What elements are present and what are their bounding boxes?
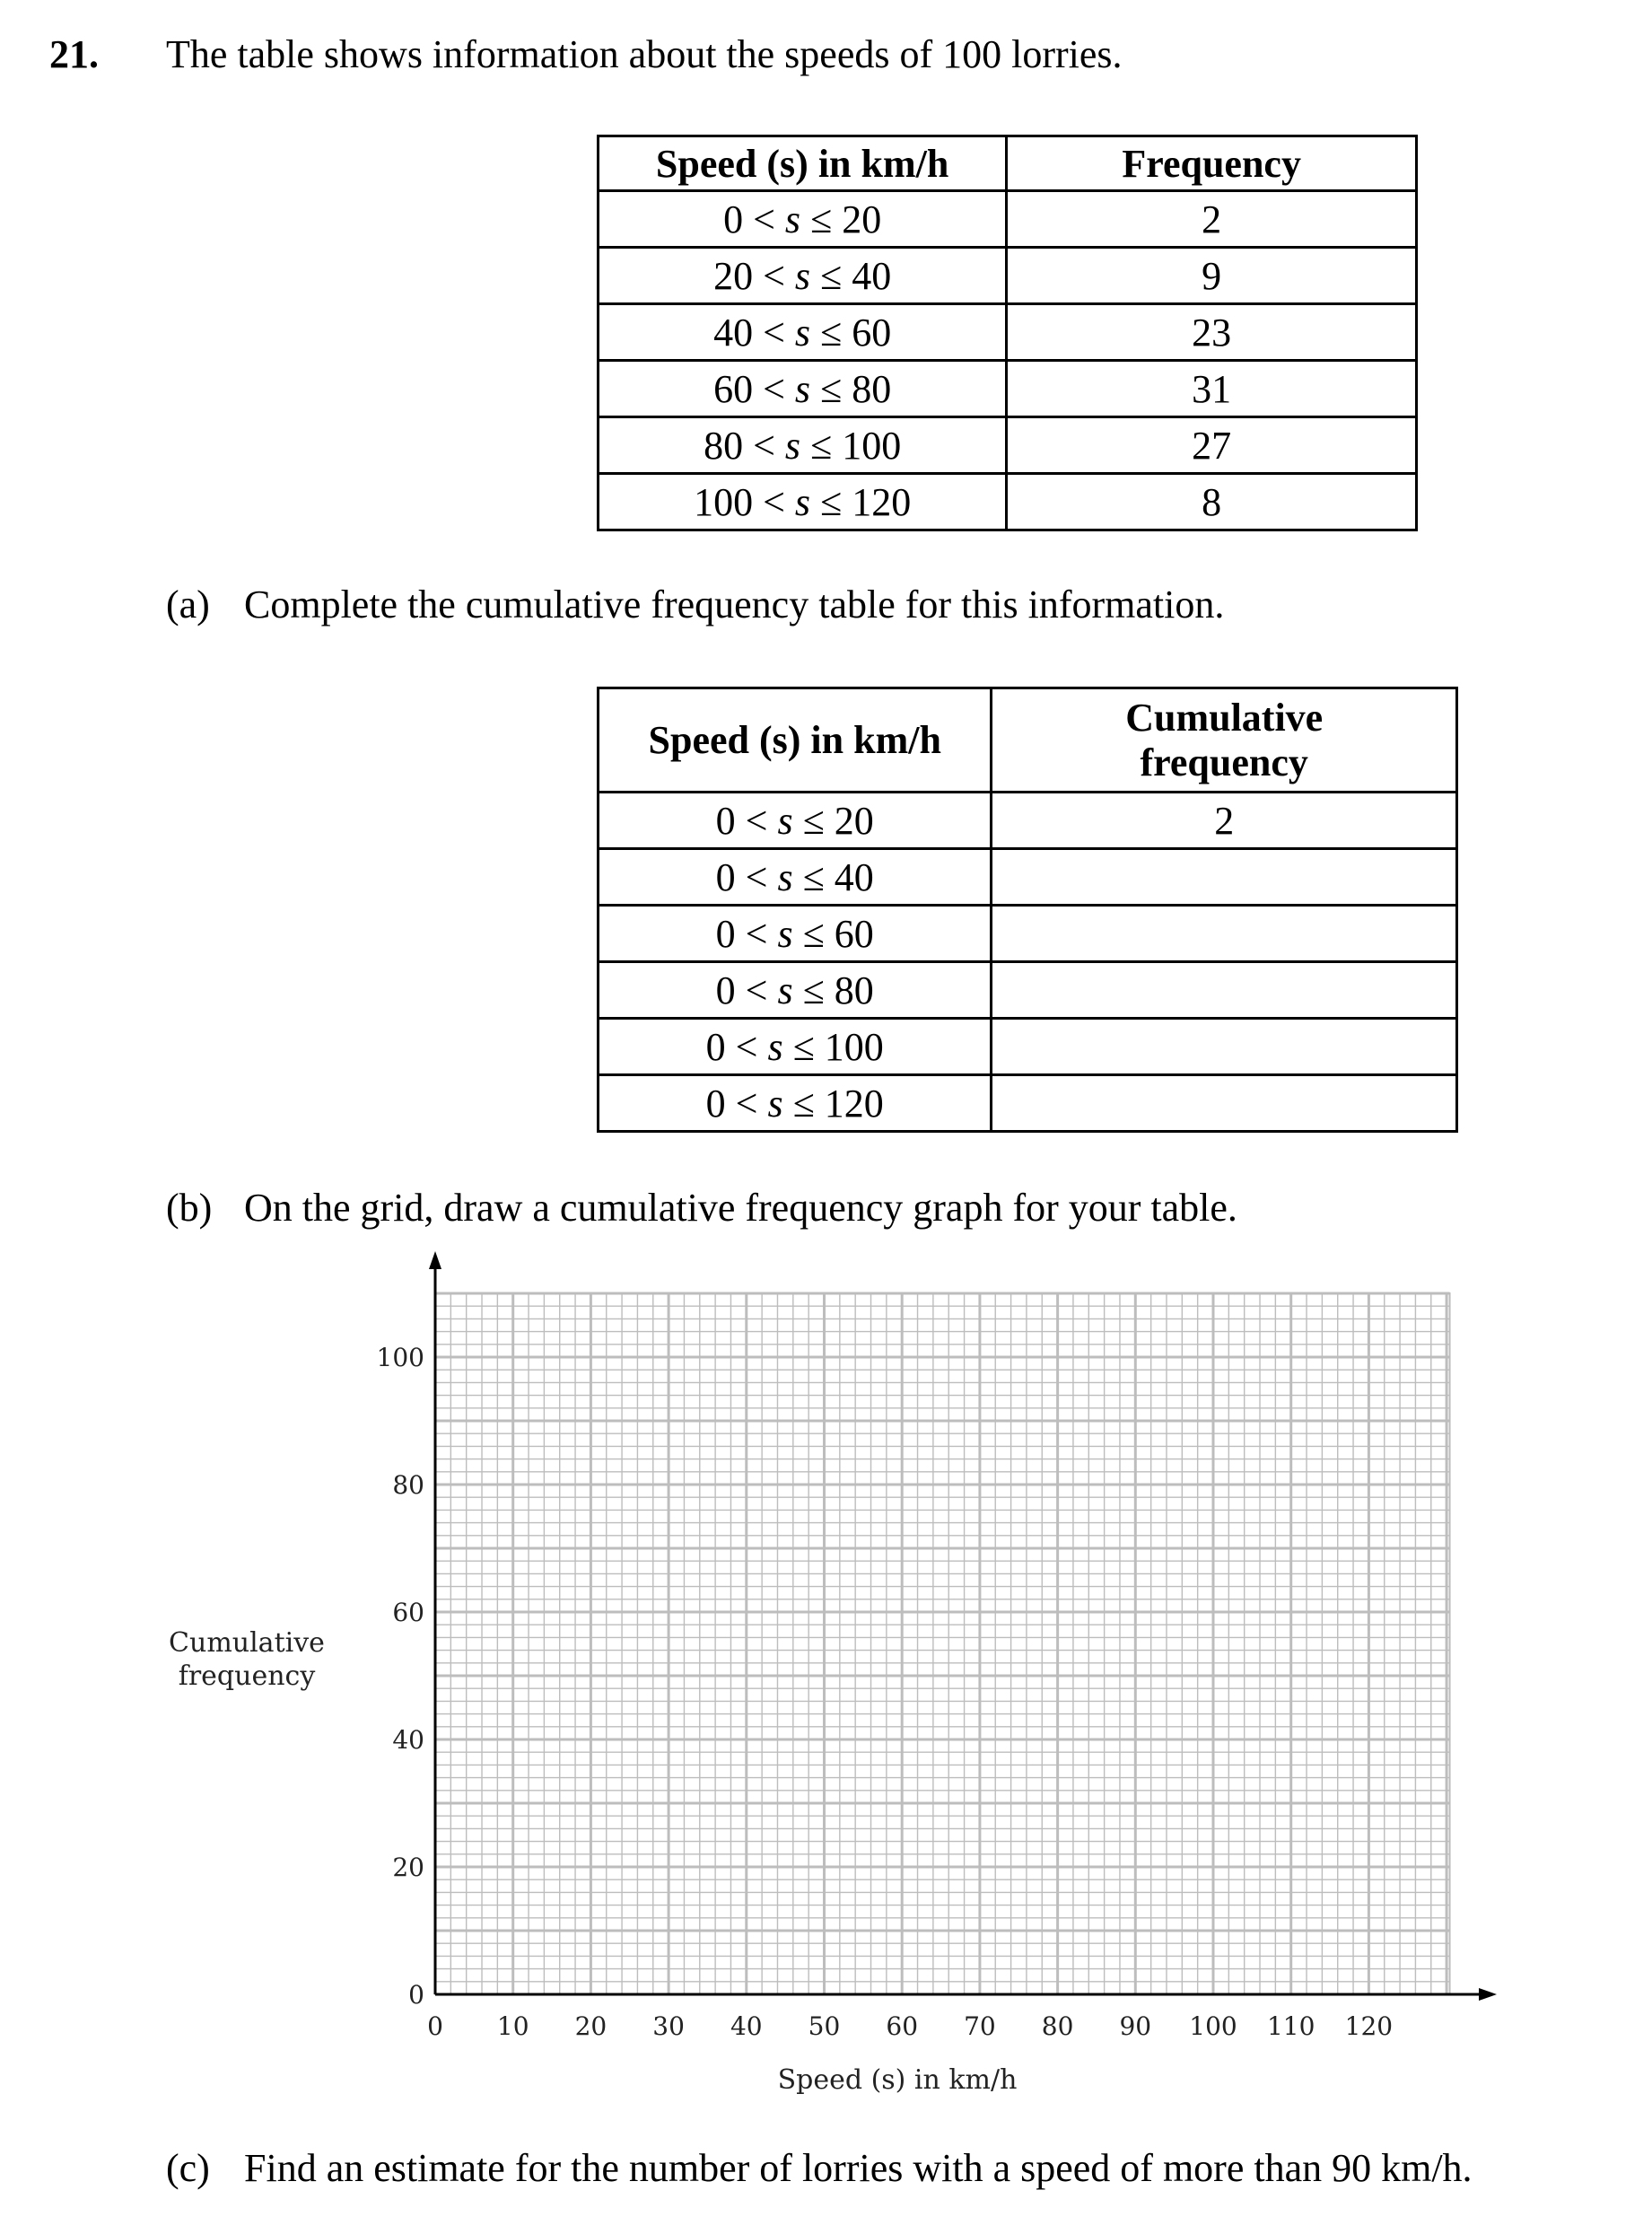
part-b-label: (b) xyxy=(166,1186,213,1230)
speed-interval-cell: 100 < s ≤ 120 xyxy=(599,474,1007,530)
speed-interval-cell: 0 < s ≤ 100 xyxy=(599,1019,992,1075)
part-c-label: (c) xyxy=(166,2146,210,2190)
grid-background xyxy=(435,1293,1450,1994)
cumulative-frequency-cell[interactable] xyxy=(992,1019,1457,1075)
question-intro: The table shows information about the speeds of 100 lorries. xyxy=(166,32,1123,76)
cumulative-frequency-table xyxy=(597,687,1458,1133)
interval-lower: 60 xyxy=(713,366,754,411)
frequency-cell: 8 xyxy=(1007,474,1417,530)
frequency-cell: 2 xyxy=(1007,191,1417,248)
interval-lower: 100 xyxy=(694,479,754,524)
y-tick-label: 100 xyxy=(376,1343,424,1372)
y-tick-labels xyxy=(377,1343,424,2010)
frequency-cell: 23 xyxy=(1007,304,1417,361)
speed-interval-cell: 0 < s ≤ 20 xyxy=(599,793,992,849)
table-row xyxy=(599,361,1417,417)
table-row xyxy=(599,191,1417,248)
part-c-text: Find an estimate for the number of lorries with a speed of more than 90 km/h. xyxy=(244,2146,1473,2190)
interval-upper: 100 xyxy=(824,1024,884,1069)
x-tick-label: 110 xyxy=(1266,2011,1315,2041)
cumulative-frequency-cell: 2 xyxy=(992,793,1457,849)
speed-interval-cell: 0 < s ≤ 120 xyxy=(599,1075,992,1132)
table-header-row xyxy=(599,136,1417,191)
cumulative-frequency-cell[interactable] xyxy=(992,849,1457,906)
cumulative-frequency-header xyxy=(992,688,1457,793)
x-tick-labels xyxy=(427,2011,1393,2041)
interval-upper: 20 xyxy=(842,197,882,241)
interval-upper: 80 xyxy=(852,366,892,411)
speed-interval-cell: 40 < s ≤ 60 xyxy=(599,304,1007,361)
question-number: 21. xyxy=(49,32,99,76)
x-tick-label: 20 xyxy=(574,2011,607,2041)
x-axis-label: Speed (s) in km/h xyxy=(777,2064,1018,2096)
table-row xyxy=(599,962,1457,1019)
speed-interval-cell: 0 < s ≤ 20 xyxy=(599,191,1007,248)
interval-lower: 0 xyxy=(723,197,744,241)
part-a-text: Complete the cumulative frequency table for this information. xyxy=(244,583,1225,626)
frequency-cell: 31 xyxy=(1007,361,1417,417)
part-a-label: (a) xyxy=(166,583,210,626)
table-header-row xyxy=(599,688,1457,793)
interval-upper: 40 xyxy=(834,854,874,899)
y-axis-arrow xyxy=(429,1251,441,1269)
interval-upper: 80 xyxy=(834,968,874,1012)
x-tick-label: 10 xyxy=(496,2011,529,2041)
x-tick-label: 40 xyxy=(730,2011,763,2041)
y-tick-label: 20 xyxy=(392,1853,424,1882)
y-tick-label: 0 xyxy=(408,1980,424,2010)
speed-interval-cell: 0 < s ≤ 80 xyxy=(599,962,992,1019)
x-tick-label: 90 xyxy=(1119,2011,1152,2041)
y-tick-label: 80 xyxy=(392,1470,424,1500)
speed-interval-cell: 0 < s ≤ 60 xyxy=(599,906,992,962)
x-tick-label: 50 xyxy=(808,2011,841,2041)
speed-interval-cell: 0 < s ≤ 40 xyxy=(599,849,992,906)
interval-lower: 0 xyxy=(705,1081,726,1126)
interval-lower: 0 xyxy=(715,911,736,956)
interval-upper: 60 xyxy=(852,310,892,355)
interval-upper: 120 xyxy=(824,1081,884,1126)
interval-lower: 0 xyxy=(715,854,736,899)
interval-upper: 120 xyxy=(852,479,912,524)
x-tick-label: 80 xyxy=(1041,2011,1074,2041)
table-row xyxy=(599,248,1417,304)
interval-lower: 20 xyxy=(713,253,754,298)
y-axis-label: frequency xyxy=(178,1660,316,1692)
cumulative-frequency-grid[interactable] xyxy=(0,1239,1652,2100)
y-tick-label: 40 xyxy=(392,1725,424,1755)
grid-lines xyxy=(435,1293,1450,1994)
table-row xyxy=(599,304,1417,361)
cumulative-header-line1: Cumulative xyxy=(1125,695,1324,740)
y-tick-label: 60 xyxy=(392,1598,424,1627)
frequency-header: Frequency xyxy=(1007,136,1417,191)
interval-upper: 40 xyxy=(852,253,892,298)
speed-interval-cell: 60 < s ≤ 80 xyxy=(599,361,1007,417)
table-row xyxy=(599,474,1417,530)
speed-header: Speed (s) in km/h xyxy=(599,136,1007,191)
frequency-table xyxy=(597,135,1418,531)
cumulative-frequency-cell[interactable] xyxy=(992,906,1457,962)
table-row xyxy=(599,906,1457,962)
x-tick-label: 60 xyxy=(886,2011,919,2041)
speed-interval-cell: 20 < s ≤ 40 xyxy=(599,248,1007,304)
part-b-text: On the grid, draw a cumulative frequency graph for your table. xyxy=(244,1186,1237,1230)
table-row xyxy=(599,417,1417,474)
x-tick-label: 70 xyxy=(964,2011,996,2041)
frequency-cell: 27 xyxy=(1007,417,1417,474)
y-axis-label: Cumulative xyxy=(169,1627,325,1659)
interval-upper: 100 xyxy=(842,423,902,468)
x-tick-label: 0 xyxy=(427,2011,443,2041)
x-tick-label: 30 xyxy=(652,2011,685,2041)
interval-lower: 0 xyxy=(715,968,736,1012)
table-row xyxy=(599,1019,1457,1075)
cumulative-frequency-cell[interactable] xyxy=(992,962,1457,1019)
x-tick-label: 120 xyxy=(1344,2011,1394,2041)
interval-lower: 40 xyxy=(713,310,754,355)
speed-interval-cell: 80 < s ≤ 100 xyxy=(599,417,1007,474)
speed-header: Speed (s) in km/h xyxy=(599,688,992,793)
interval-lower: 0 xyxy=(715,798,736,843)
x-tick-label: 100 xyxy=(1189,2011,1237,2041)
interval-lower: 80 xyxy=(704,423,744,468)
cumulative-header-line2: frequency xyxy=(1140,740,1308,784)
table-row xyxy=(599,1075,1457,1132)
interval-upper: 20 xyxy=(834,798,874,843)
frequency-cell: 9 xyxy=(1007,248,1417,304)
table-row xyxy=(599,793,1457,849)
interval-upper: 60 xyxy=(834,911,874,956)
interval-lower: 0 xyxy=(705,1024,726,1069)
table-row xyxy=(599,849,1457,906)
x-axis-arrow xyxy=(1479,1988,1497,2001)
cumulative-frequency-cell[interactable] xyxy=(992,1075,1457,1132)
